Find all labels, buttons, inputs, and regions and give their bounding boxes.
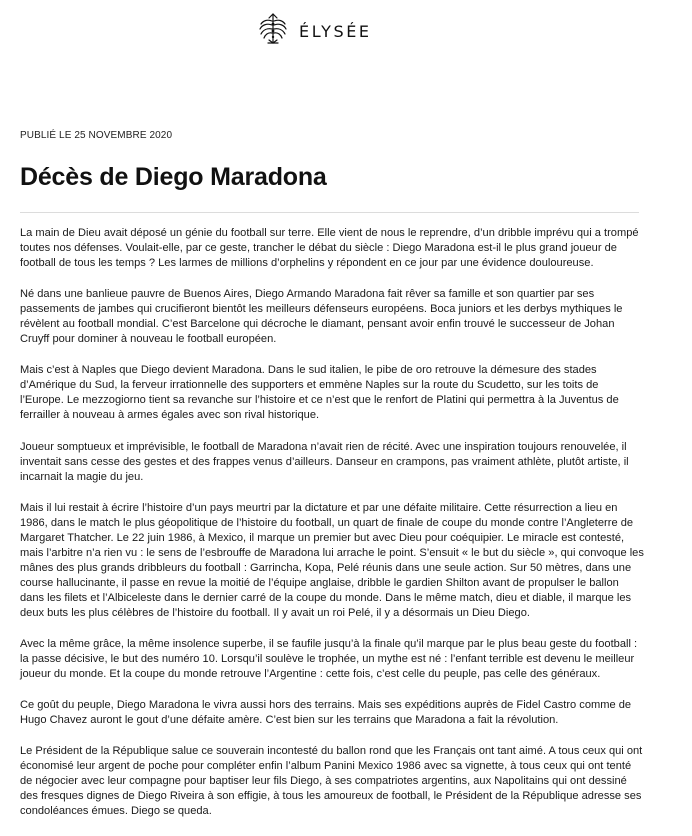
site-header xyxy=(0,10,692,50)
publication-date: PUBLIÉ LE 25 NOVEMBRE 2020 xyxy=(20,130,173,141)
page-title: Décès de Diego Maradona xyxy=(20,163,327,191)
elysee-emblem-icon xyxy=(258,12,288,46)
article-paragraph: Le Président de la République salue ce souverain incontesté du ballon rond que les Français ont tant aimé. A tous ceux qui ont économisé leur argent de poche pour compléter enfin l’album Panini Mexico 1986 avec sa vignette, à tous ceux qui ont tenté de négocier avec leur compagne pour baptiser leur fils Diego, à ses compatriotes argentins, aux Napolitains qui ont dessiné des fresques dignes de Diego Riveira à son effigie, à tous les amoureux de football, le Président de la République adresse ses condoléances émues. Diego se queda. xyxy=(20,745,643,818)
article-body xyxy=(20,226,645,836)
article-paragraph: Avec la même grâce, la même insolence superbe, il se faufile jusqu’à la finale qu’il marque par le plus beau geste du football : la passe décisive, le but des numéro 10. Lorsqu’il soulève le trophée, un mythe est né : l’enfant terrible est devenu le meilleur joueur du monde. Et la coupe du monde retrouve l’Argentine : cette fois, c’est celle du peuple, pas celle des généraux. xyxy=(20,638,638,681)
article-paragraph: Né dans une banlieue pauvre de Buenos Aires, Diego Armando Maradona fait rêver sa famille et son quartier par ses passements de jambes qui crucifieront bientôt les meilleurs défenseurs européens. Boca juniors et les derbys mythiques le révèlent au football mondial. C’est Barcelone qui décroche le diamant, pensant avoir enfin trouvé le successeur de Johan Cruyff pour dominer à nouveau le football européen. xyxy=(20,288,623,346)
article-paragraph: Mais il lui restait à écrire l’histoire d’un pays meurtri par la dictature et par une défaite militaire. Cette résurrection a lieu en 1986, dans le match le plus géopolitique de l’histoire du football, un quart de finale de coupe du monde contre l’Angleterre de Margaret Thatcher. Le 22 juin 1986, à Mexico, il marque un premier but avec Dieu pour coéquipier. Le miracle est contesté, mais l’arbitre n’a rien vu : le sens de l’esbrouffe de Maradona lui arrache le point. S’ensuit « le but du siècle », qui convoque les mânes des plus grands dribbleurs du football : Garrincha, Kopa, Pelé réunis dans une seule action. Sur 50 mètres, dans une course hallucinante, il passe en revue la moitié de l’équipe anglaise, dribble le gardien Shilton avant de propulser le ballon dans les filets et l’Albiceleste dans le dernier carré de la coupe du monde. Dans le même match, dieu et diable, il marque les deux buts les plus célèbres de l’histoire du football. Il y avait un roi Pelé, il y a désormais un Dieu Diego. xyxy=(20,501,644,619)
title-divider xyxy=(20,212,639,213)
article-paragraph: La main de Dieu avait déposé un génie du football sur terre. Elle vient de nous le reprendre, d’un dribble imprévu qui a trompé toutes nos défenses. Voulait-elle, par ce geste, trancher le débat du siècle : Diego Maradona est-il le plus grand joueur de football de tous les temps ? Les larmes de millions d’orphelins y répondent en ce jour par une évidence douloureuse. xyxy=(20,227,639,270)
site-logo-text: ÉLYSÉE xyxy=(299,22,372,41)
article-paragraph: Ce goût du peuple, Diego Maradona le vivra aussi hors des terrains. Mais ses expéditions auprès de Fidel Castro comme de Hugo Chavez auront le gout d’une défaite amère. C’est bien sur les terrains que Maradona a fait la révolution. xyxy=(20,699,632,727)
article-paragraph: Joueur somptueux et imprévisible, le football de Maradona n’avait rien de récité. Avec une inspiration toujours renouvelée, il inventait sans cesse des gestes et des frappes venus d’ailleurs. Danseur en crampons, pas vraiment athlète, plutôt artiste, il incarnait la magie du jeu. xyxy=(20,440,629,483)
article-paragraph: Mais c’est à Naples que Diego devient Maradona. Dans le sud italien, le pibe de oro retrouve la démesure des stades d’Amérique du Sud, la ferveur irrationnelle des supporters et emmène Naples sur la route du Scudetto, sur les toits de l’Europe. Le mezzogiorno tient sa revanche sur l’histoire et ce n’est que le renfort de Platini qui permettra à la Juventus de ferrailler à nouveau à armes égales avec son rival historique. xyxy=(20,364,619,422)
